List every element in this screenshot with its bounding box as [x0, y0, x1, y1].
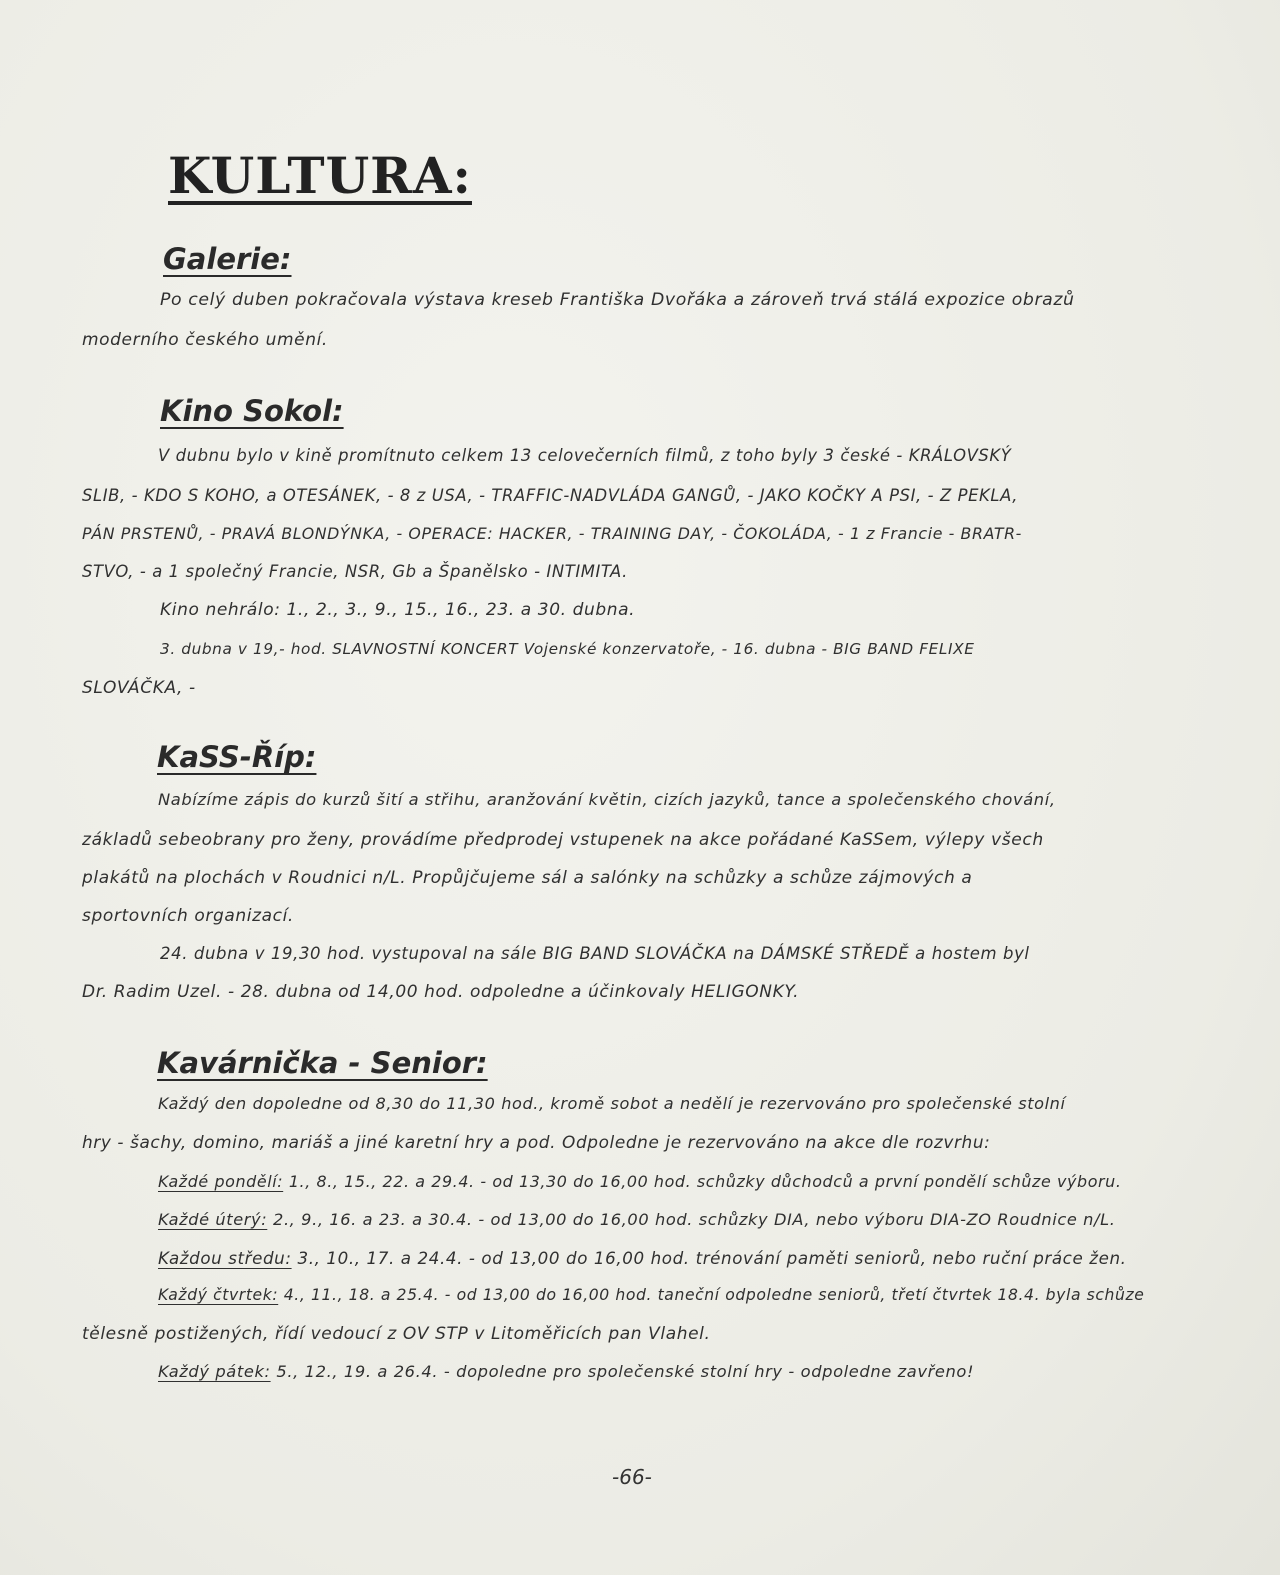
schedule-day-label: Každé pondělí:: [158, 1172, 284, 1191]
page-title: KULTURA:: [168, 146, 472, 205]
section-heading-kavarnicka: Kavárnička - Senior:: [157, 1046, 488, 1080]
schedule-day-label: Každý čtvrtek:: [158, 1286, 279, 1304]
kavarnicka-line-1: Každý den dopoledne od 8,30 do 11,30 hod., kromě sobot a nedělí je rezervováno pro společenské stolní: [158, 1094, 1066, 1113]
section-heading-galerie: Galerie:: [163, 242, 292, 276]
schedule-day-label: Každé úterý:: [158, 1210, 268, 1229]
galerie-line-1: Po celý duben pokračovala výstava kreseb Františka Dvořáka a zároveň trvá stálá expozice obrazů: [160, 290, 1075, 310]
kino-line-7: SLOVÁČKA, -: [82, 678, 196, 698]
schedule-text: 4., 11., 18. a 25.4. - od 13,00 do 16,00 hod. taneční odpoledne seniorů, třetí čtvrtek 18.4. byla schůze: [278, 1286, 1145, 1304]
kino-line-5: Kino nehrálo: 1., 2., 3., 9., 15., 16., 23. a 30. dubna.: [160, 600, 636, 620]
kino-line-6: 3. dubna v 19,- hod. SLAVNOSTNÍ KONCERT Vojenské konzervatoře, - 16. dubna - BIG BAND FELIXE: [160, 640, 975, 658]
kino-line-3: PÁN PRSTENŮ, - PRAVÁ BLONDÝNKA, - OPERACE: HACKER, - TRAINING DAY, - ČOKOLÁDA, - 1 z Francie - BRATR-: [82, 524, 1022, 543]
kavarnicka-line-2: hry - šachy, domino, mariáš a jiné karetní hry a pod. Odpoledne je rezervováno na akce dle rozvrhu:: [82, 1132, 991, 1152]
schedule-wednesday: [158, 1248, 1127, 1268]
kass-line-3: plakátů na plochách v Roudnici n/L. Propůjčujeme sál a salónky na schůzky a schůze zájmových a: [82, 868, 973, 888]
schedule-text: 1., 8., 15., 22. a 29.4. - od 13,30 do 16,00 hod. schůzky důchodců a první pondělí schůze výboru.: [283, 1172, 1122, 1191]
schedule-day-label: Každou středu:: [158, 1248, 292, 1268]
kino-line-1: V dubnu bylo v kině promítnuto celkem 13 celovečerních filmů, z toho byly 3 české - KRÁLOVSKÝ: [158, 446, 1012, 465]
schedule-text: tělesně postižených, řídí vedoucí z OV STP v Litoměřicích pan Vlahel.: [82, 1324, 711, 1344]
kass-line-1: Nabízíme zápis do kurzů šití a střihu, aranžování květin, cizích jazyků, tance a společenského chování,: [158, 790, 1056, 809]
galerie-line-2: moderního českého umění.: [82, 330, 328, 350]
schedule-friday: [158, 1362, 974, 1381]
kino-line-4: STVO, - a 1 společný Francie, NSR, Gb a Španělsko - INTIMITA.: [82, 562, 628, 581]
schedule-monday: [158, 1172, 1121, 1191]
schedule-text: 2., 9., 16. a 23. a 30.4. - od 13,00 do 16,00 hod. schůzky DIA, nebo výboru DIA-ZO Roudnice n/L.: [267, 1210, 1116, 1229]
schedule-text: 3., 10., 17. a 24.4. - od 13,00 do 16,00 hod. trénování paměti seniorů, nebo ruční práce žen.: [291, 1248, 1127, 1268]
kass-line-4: sportovních organizací.: [82, 906, 294, 926]
schedule-thursday-continuation: [82, 1324, 711, 1344]
kino-line-2: SLIB, - KDO S KOHO, a OTESÁNEK, - 8 z USA, - TRAFFIC-NADVLÁDA GANGŮ, - JAKO KOČKY A PSI, - Z PEKLA,: [82, 486, 1019, 505]
schedule-text: 5., 12., 19. a 26.4. - dopoledne pro společenské stolní hry - odpoledne zavřeno!: [270, 1362, 975, 1381]
schedule-thursday: [158, 1286, 1145, 1304]
section-heading-kino: Kino Sokol:: [160, 394, 344, 428]
kass-line-5: 24. dubna v 19,30 hod. vystupoval na sále BIG BAND SLOVÁČKA na DÁMSKÉ STŘEDĚ a hostem byl: [160, 944, 1030, 963]
section-heading-kass: KaSS-Říp:: [157, 740, 317, 774]
kass-line-2: základů sebeobrany pro ženy, provádíme předprodej vstupenek na akce pořádané KaSSem, výlepy všech: [82, 830, 1044, 850]
schedule-day-label: Každý pátek:: [158, 1362, 271, 1381]
page-number: -66-: [612, 1465, 652, 1489]
schedule-tuesday: [158, 1210, 1115, 1229]
kass-line-6: Dr. Radim Uzel. - 28. dubna od 14,00 hod. odpoledne a účinkovaly HELIGONKY.: [82, 982, 800, 1002]
